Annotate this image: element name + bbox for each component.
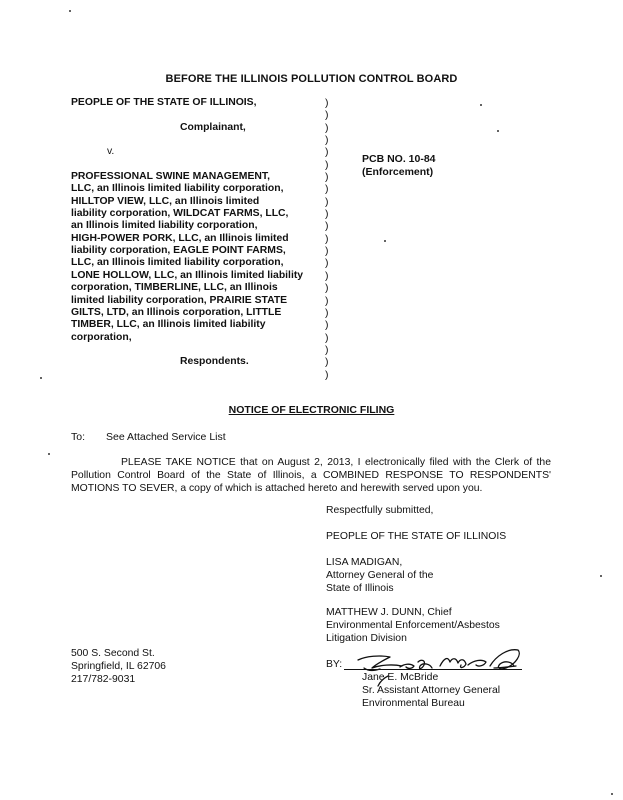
notice-body-text: PLEASE TAKE NOTICE that on August 2, 2013, I electronically filed with the Clerk of the Pollution Control Board of the State of Illinois, a COMBINED RESPONSE TO RESPONDENTS' MOTIONS TO SEVER, a copy of which is attached hereto and herewith served upon you. (71, 457, 551, 494)
signer-title: Environmental Bureau (362, 698, 465, 709)
caption-line-respondent: limited liability corporation, PRAIRIE STATE (71, 294, 288, 306)
case-number-block (362, 153, 436, 179)
scan-speck (611, 793, 613, 795)
caption-line-respondent: corporation, TIMBERLINE, LLC, an Illinois (71, 282, 278, 294)
address-street: 500 S. Second St. (71, 648, 155, 659)
by-label: BY: (326, 659, 343, 670)
caption-line-respondent: HILLTOP VIEW, LLC, an Illinois limited (71, 195, 260, 207)
ag-block (326, 556, 433, 595)
caption-line-versus: v. (107, 146, 115, 158)
scan-speck (48, 453, 50, 455)
caption-line-respondent: liability corporation, WILDCAT FARMS, LLC, (71, 208, 289, 220)
address-phone: 217/782-9031 (71, 674, 136, 685)
caption-line-respondent: liability corporation, EAGLE POINT FARMS, (71, 245, 286, 257)
scan-speck (497, 130, 499, 132)
scan-speck (384, 240, 386, 242)
to-recipient: See Attached Service List (106, 431, 226, 443)
case-caption (71, 97, 333, 369)
caption-line-respondent: TIMBER, LLC, an Illinois limited liability (71, 319, 266, 331)
ag-title: Attorney General of the (326, 570, 434, 581)
caption-line-respondent: LLC, an Illinois limited liability corporation, (71, 183, 284, 195)
notice-title: NOTICE OF ELECTRONIC FILING (228, 404, 395, 416)
caption-line-respondent: PROFESSIONAL SWINE MANAGEMENT, (71, 171, 270, 183)
signer-title: Sr. Assistant Attorney General (362, 685, 501, 696)
caption-line-respondent: corporation, (71, 331, 132, 343)
caption-line-respondent: LLC, an Illinois limited liability corporation, (71, 257, 284, 269)
caption-line-respondent: LONE HOLLOW, LLC, an Illinois limited liability (71, 269, 304, 281)
caption-line-respondents-label: Respondents. (180, 356, 249, 368)
caption-line-respondent: an Illinois limited liability corporation, (71, 220, 258, 232)
signer-name: Jane E. McBride (362, 672, 439, 683)
closing: Respectfully submitted, (326, 505, 434, 516)
scan-speck (480, 104, 482, 106)
chief-title: Environmental Enforcement/Asbestos (326, 620, 500, 631)
caption-paren-column: ) ) ) ) ) ) ) ) ) ) ) ) ) ) ) ) ) ) ) ) ) ) ) (325, 98, 329, 381)
signer-block (362, 671, 500, 710)
ag-title: State of Illinois (326, 583, 394, 594)
chief-name: MATTHEW J. DUNN, Chief (326, 607, 452, 618)
to-label: To: (71, 431, 86, 443)
caption-line-respondent: HIGH-POWER PORK, LLC, an Illinois limited (71, 232, 289, 244)
party-name: PEOPLE OF THE STATE OF ILLINOIS (326, 531, 507, 542)
address-city: Springfield, IL 62706 (71, 661, 166, 672)
scan-speck (40, 377, 42, 379)
caption-line-respondent: GILTS, LTD, an Illinois corporation, LITTLE (71, 306, 282, 318)
caption-line-complainant: Complainant, (180, 121, 246, 133)
ag-name: LISA MADIGAN, (326, 557, 403, 568)
scan-speck (600, 575, 602, 577)
case-number: PCB NO. 10-84 (362, 153, 436, 165)
chief-title: Litigation Division (326, 633, 407, 644)
notice-body (71, 456, 551, 495)
board-title: BEFORE THE ILLINOIS POLLUTION CONTROL BOARD (165, 73, 458, 85)
address-block (71, 647, 166, 686)
case-type: (Enforcement) (362, 166, 434, 178)
caption-line-plaintiff: PEOPLE OF THE STATE OF ILLINOIS, (71, 97, 257, 108)
scan-speck (69, 10, 71, 12)
